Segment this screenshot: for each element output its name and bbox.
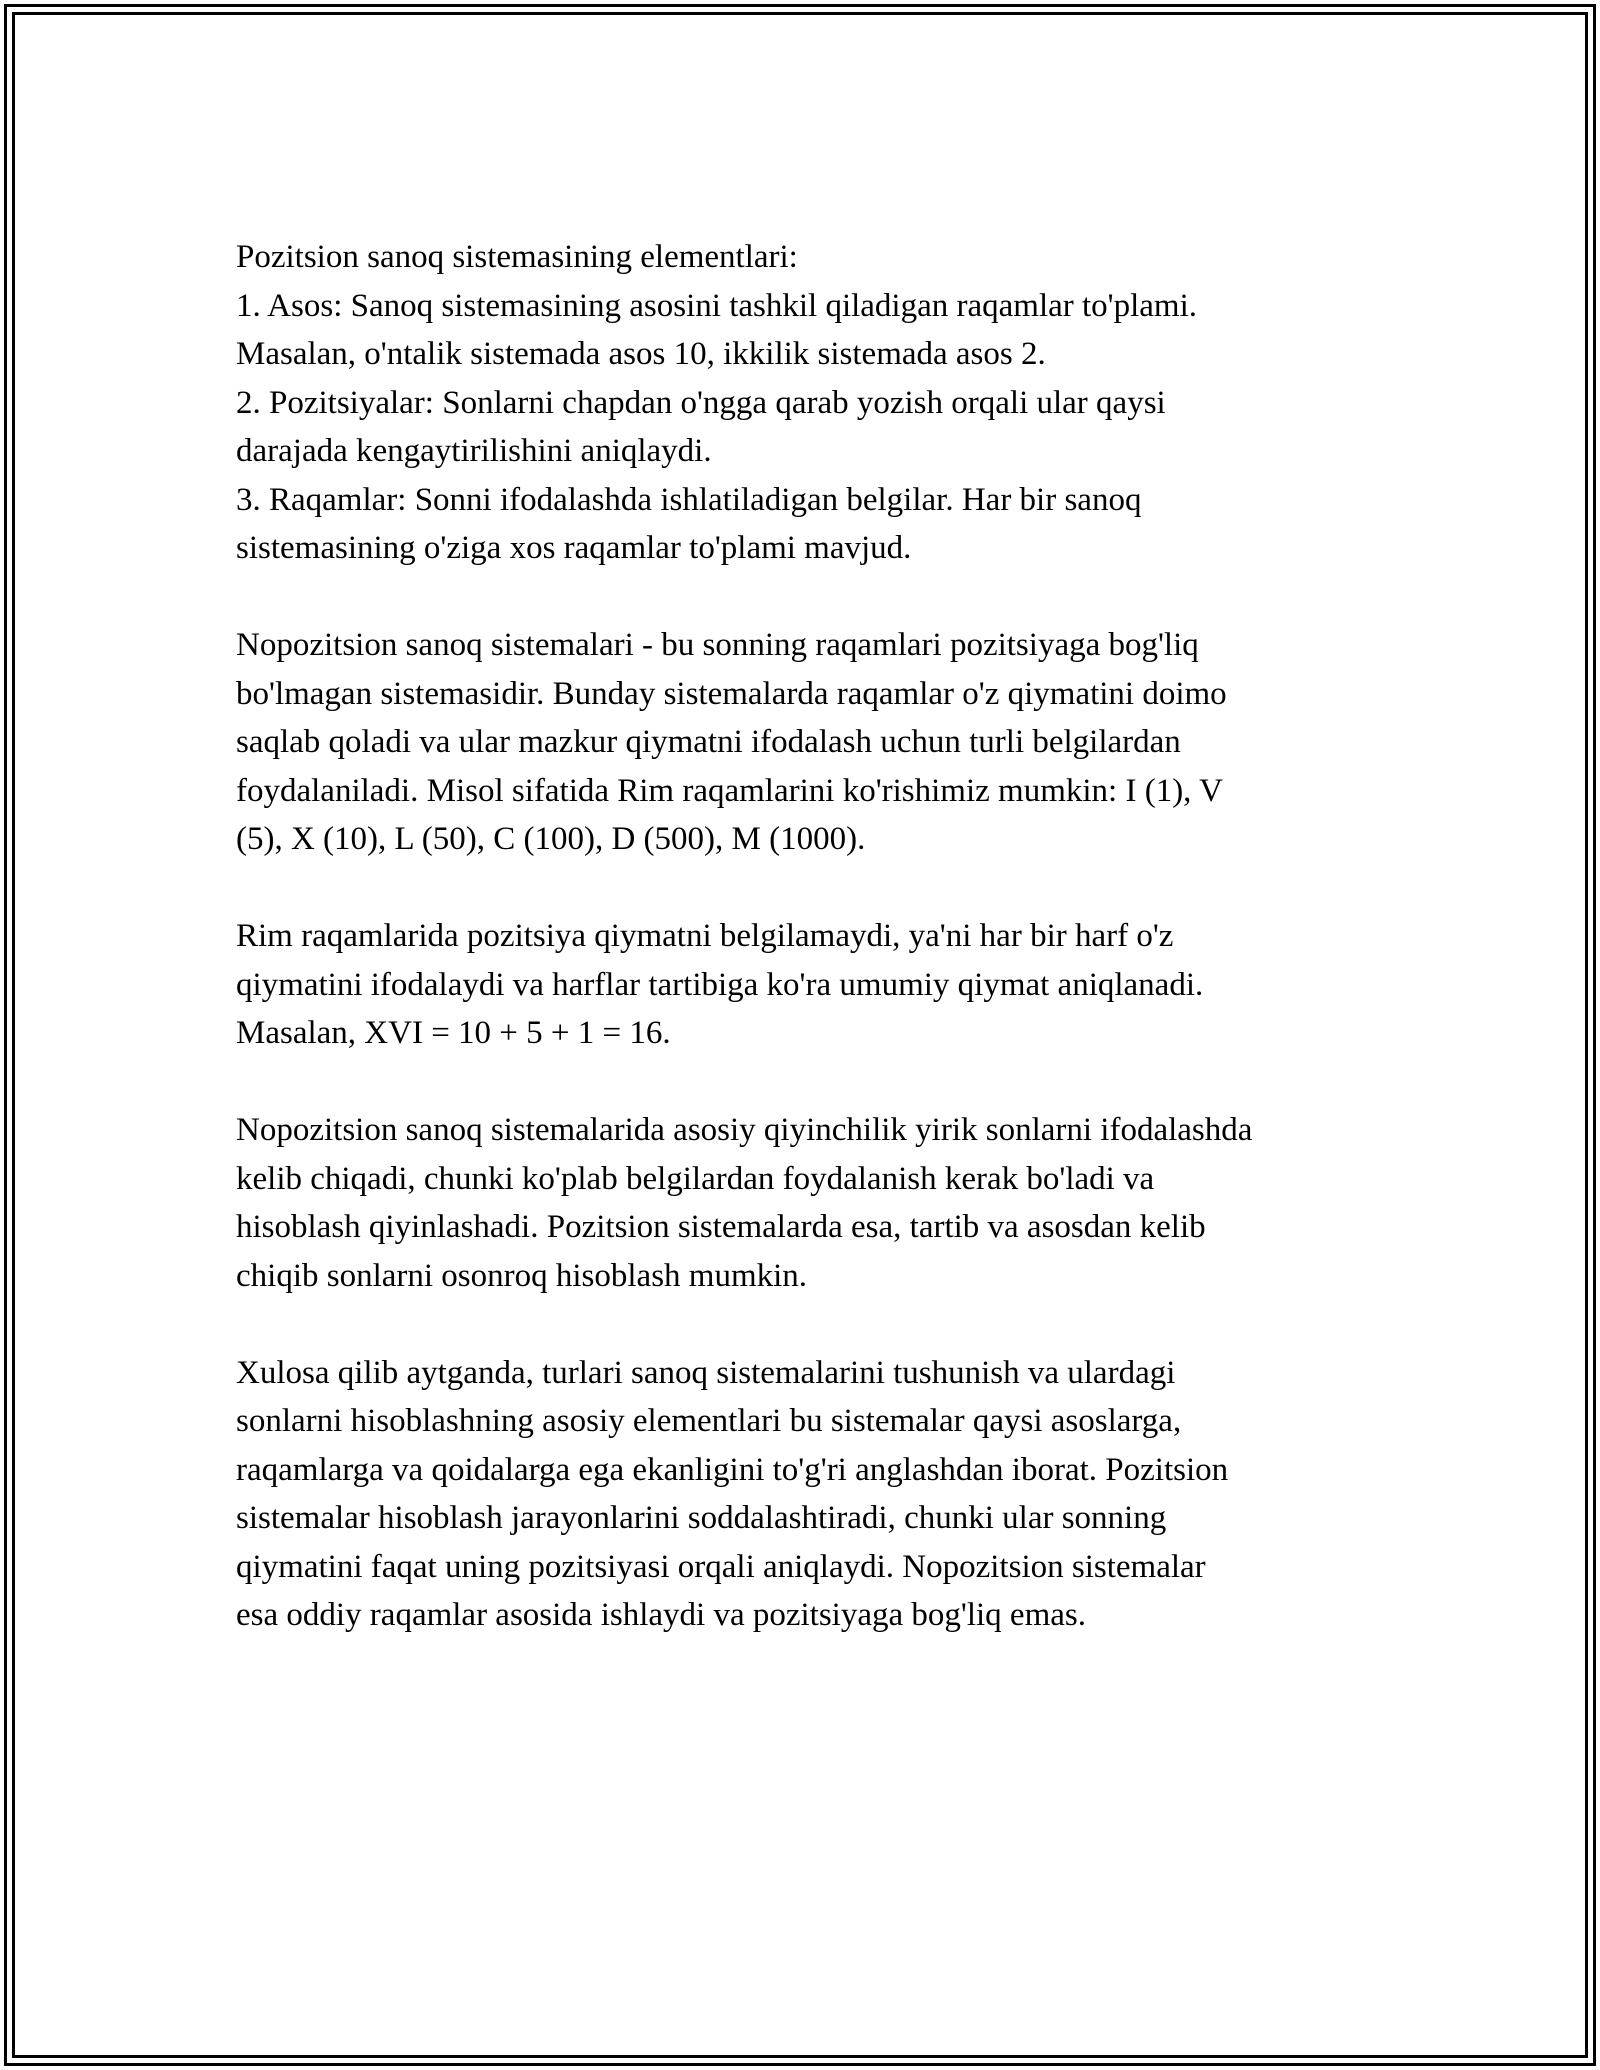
text-line: hisoblash qiyinlashadi. Pozitsion sistemalarda esa, tartib va asosdan kelib xyxy=(236,1209,1206,1245)
text-line: (5), X (10), L (50), C (100), D (500), M (1000). xyxy=(236,821,866,857)
text-line: kelib chiqadi, chunki ko'plab belgilardan foydalanish kerak bo'ladi va xyxy=(236,1160,1155,1197)
text-line: qiymatini ifodalaydi va harflar tartibiga ko'ra umumiy qiymat aniqlanadi. xyxy=(236,966,1204,1003)
text-line: Masalan, XVI = 10 + 5 + 1 = 16. xyxy=(236,1015,671,1051)
text-line: darajada kengaytirilishini aniqlaydi. xyxy=(236,433,712,469)
text-line: Masalan, o'ntalik sistemada asos 10, ikkilik sistemada asos 2. xyxy=(236,336,1046,372)
paragraph-difficulty xyxy=(236,1106,1386,1300)
text-line: foydalaniladi. Misol sifatida Rim raqamlarini ko'rishimiz mumkin: I (1), V xyxy=(236,772,1223,809)
text-line: qiymatini faqat uning pozitsiyasi orqali aniqlaydi. Nopozitsion sistemalar xyxy=(236,1548,1206,1585)
paragraph-roman-numerals xyxy=(236,912,1386,1058)
paragraph-conclusion xyxy=(236,1349,1386,1640)
text-line: sistemasining o'ziga xos raqamlar to'plami mavjud. xyxy=(236,530,912,566)
text-line: 2. Pozitsiyalar: Sonlarni chapdan o'ngga qarab yozish orqali ular qaysi xyxy=(236,384,1166,421)
paragraph-positional-elements xyxy=(236,233,1386,573)
text-line: Pozitsion sanoq sistemasining elementlari: xyxy=(236,239,798,275)
text-line: sistemalar hisoblash jarayonlarini soddalashtiradi, chunki ular sonning xyxy=(236,1500,1167,1536)
text-line: Rim raqamlarida pozitsiya qiymatni belgilamaydi, ya'ni har bir harf o'z xyxy=(236,918,1174,954)
text-line: Xulosa qilib aytganda, turlari sanoq sistemalarini tushunish va ulardagi xyxy=(236,1354,1176,1391)
text-line: Nopozitsion sanoq sistemalarida asosiy qiyinchilik yirik sonlarni ifodalashda xyxy=(236,1112,1253,1148)
text-line: Nopozitsion sanoq sistemalari - bu sonning raqamlari pozitsiyaga bog'liq xyxy=(236,627,1199,663)
text-line: raqamlarga va qoidalarga ega ekanligini to'g'ri anglashdan iborat. Pozitsion xyxy=(236,1451,1229,1488)
text-line: 1. Asos: Sanoq sistemasining asosini tashkil qiladigan raqamlar to'plami. xyxy=(236,287,1198,324)
text-line: chiqib sonlarni osonroq hisoblash mumkin. xyxy=(236,1257,808,1294)
text-line: saqlab qoladi va ular mazkur qiymatni ifodalash uchun turli belgilardan xyxy=(236,724,1181,760)
text-line: esa oddiy raqamlar asosida ishlaydi va pozitsiyaga bog'liq emas. xyxy=(236,1597,1086,1633)
paragraph-non-positional xyxy=(236,621,1386,864)
document-body xyxy=(236,233,1386,1688)
text-line: 3. Raqamlar: Sonni ifodalashda ishlatiladigan belgilar. Har bir sanoq xyxy=(236,481,1142,518)
text-line: sonlarni hisoblashning asosiy elementlari bu sistemalar qaysi asoslarga, xyxy=(236,1403,1182,1439)
text-line: bo'lmagan sistemasidir. Bunday sistemalarda raqamlar o'z qiymatini doimo xyxy=(236,675,1227,712)
